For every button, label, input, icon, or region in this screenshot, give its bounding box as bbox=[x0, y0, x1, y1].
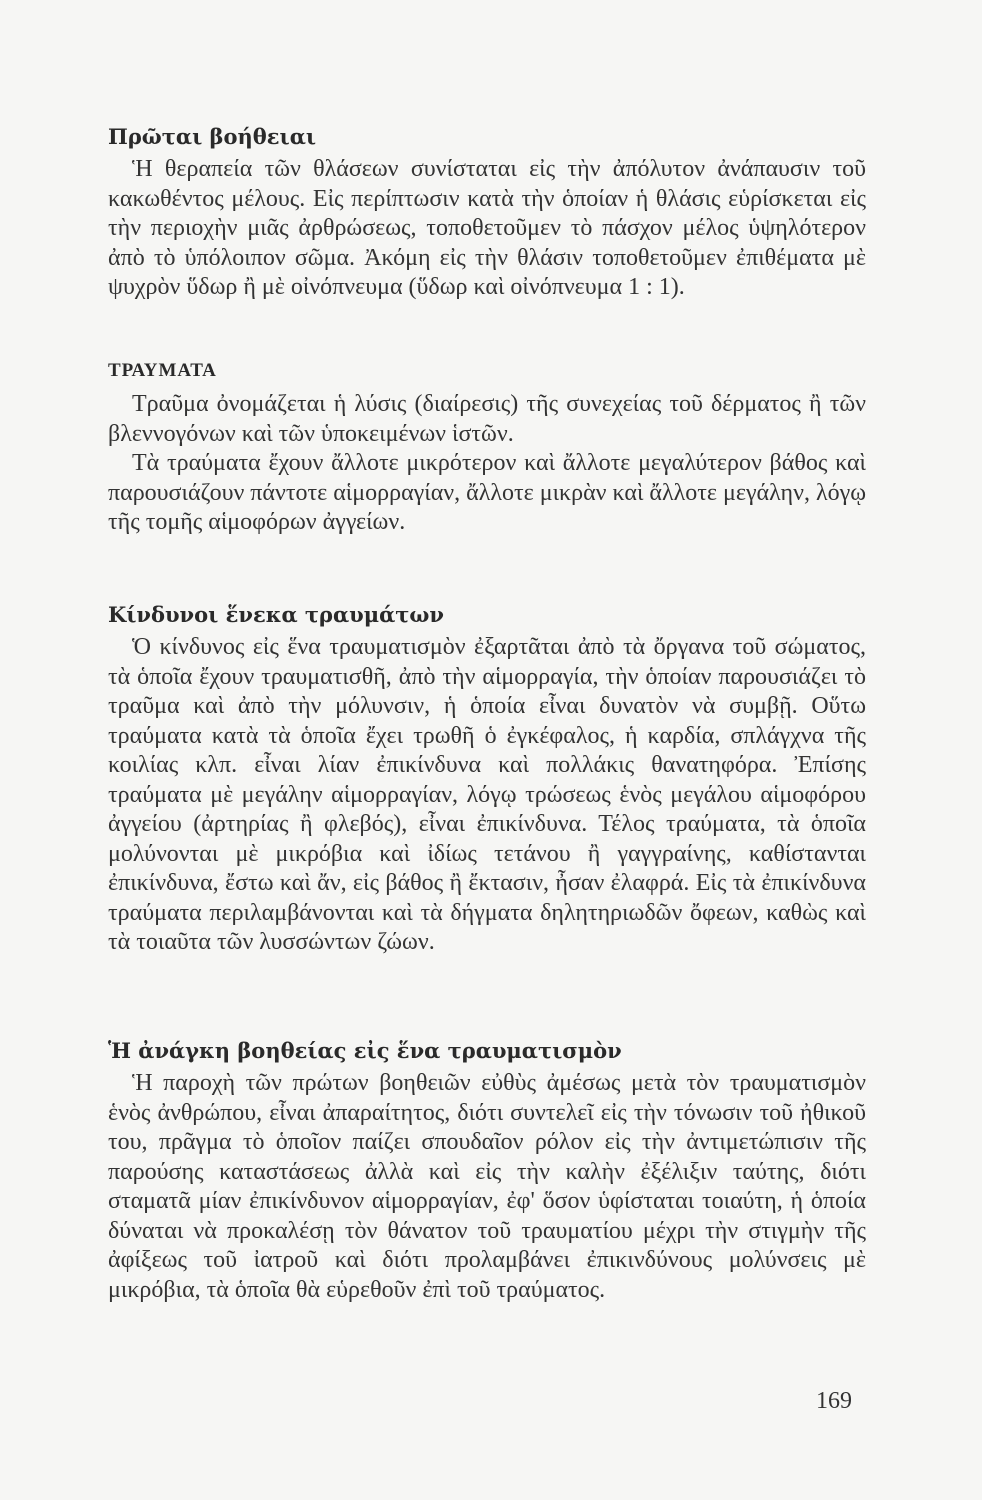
section-heading: Κίνδυνοι ἕνεκα τραυμάτων bbox=[108, 602, 444, 627]
section-heading: ΤΡΑΥΜΑΤΑ bbox=[108, 360, 217, 381]
paragraph: Τραῦμα ὀνομάζεται ἡ λύσις (διαίρεσις) τῆς συνεχείας τοῦ δέρματος ἢ τῶν βλεννογόνων καὶ τῶν ὑποκειμένων ἱστῶν. bbox=[108, 391, 866, 447]
section-first-aid bbox=[108, 124, 866, 303]
section-wound-dangers bbox=[108, 602, 866, 958]
page-number: 169 bbox=[816, 1388, 852, 1414]
section-need-for-help bbox=[108, 1038, 866, 1305]
paragraph: Ὁ κίνδυνος εἰς ἕνα τραυματισμὸν ἐξαρτᾶται ἀπὸ τὰ ὄργανα τοῦ σώματος, τὰ ὁποῖα ἔχουν τραυματισθῆ, ἀπὸ τὴν αἱμορραγία, τὴν ὁποίαν παρουσιάζει τὸ τραῦμα καὶ ἀπὸ τὴν μόλυνσιν, ἡ ὁποία εἶναι δυνατὸν νὰ συμβῇ. Οὕτω τραύματα κατὰ τὰ ὁποῖα ἔχει τρωθῆ ὁ ἐγκέφαλος, ἡ καρδία, σπλάγχνα τῆς κοιλίας κλπ. εἶναι λίαν ἐπικίνδυνα καὶ πολλάκις θανατηφόρα. Ἐπίσης τραύματα μὲ μεγάλην αἱμορραγίαν, λόγῳ τρώσεως ἑνὸς μεγάλου αἱμοφόρου ἀγγείου (ἀρτηρίας ἢ φλεβός), εἶναι ἐπικίνδυνα. Τέλος τραύματα, τὰ ὁποῖα μολύνονται μὲ μικρόβια καὶ ἰδίως τετάνου ἢ γαγγραίνης, καθίστανται ἐπικίνδυνα, ἔστω καὶ ἄν, εἰς βάθος ἢ ἔκτασιν, ἦσαν ἐλαφρά. Εἰς τὰ ἐπικίνδυνα τραύματα περιλαμβάνονται καὶ τὰ δήγματα δηλητηριωδῶν ὄφεων, καθὼς καὶ τὰ τοιαῦτα τῶν λυσσώντων ζώων. bbox=[108, 634, 866, 955]
section-heading: Ἡ ἀνάγκη βοηθείας εἰς ἕνα τραυματισμὸν bbox=[108, 1038, 622, 1063]
section-wounds bbox=[108, 360, 866, 538]
section-heading: Πρῶται βοήθειαι bbox=[108, 124, 317, 149]
paragraph: Τὰ τραύματα ἔχουν ἄλλοτε μικρότερον καὶ ἄλλοτε μεγαλύτερον βάθος καὶ παρουσιάζουν πάντοτε αἱμορραγίαν, ἄλλοτε μικρὰν καὶ ἄλλοτε μεγάλην, λόγῳ τῆς τομῆς αἱμοφόρων ἀγγείων. bbox=[108, 450, 866, 535]
paragraph: Ἡ παροχὴ τῶν πρώτων βοηθειῶν εὐθὺς ἀμέσως μετὰ τὸν τραυματισμὸν ἑνὸς ἀνθρώπου, εἶναι ἀπαραίτητος, διότι συντελεῖ εἰς τὴν τόνωσιν τοῦ ἠθικοῦ του, πρᾶγμα τὸ ὁποῖον παίζει σπουδαῖον ρόλον εἰς τὴν ἀντιμετώπισιν τῆς παρούσης καταστάσεως ἀλλὰ καὶ εἰς τὴν καλὴν ἐξέλιξιν ταύτης, διότι σταματᾶ μίαν ἐπικίνδυνον αἱμορραγίαν, ἐφ' ὅσον ὑφίσταται τοιαύτη, ἡ ὁποία δύναται νὰ προκαλέσῃ τὸν θάνατον τοῦ τραυματίου μέχρι τὴν στιγμὴν τῆς ἀφίξεως τοῦ ἰατροῦ καὶ διότι προλαμβάνει ἐπικινδύνους μολύνσεις μὲ μικρόβια, τὰ ὁποῖα θὰ εὑρεθοῦν ἐπὶ τοῦ τραύματος. bbox=[108, 1070, 866, 1303]
paragraph: Ἡ θεραπεία τῶν θλάσεων συνίσταται εἰς τὴν ἀπόλυτον ἀνάπαυσιν τοῦ κακωθέντος μέλους. Εἰς περίπτωσιν κατὰ τὴν ὁποίαν ἡ θλάσις εὑρίσκεται εἰς τὴν περιοχὴν μιᾶς ἀρθρώσεως, τοποθετοῦμεν τὸ πάσχον μέλος ὑψηλότερον ἀπὸ τὸ ὑπόλοιπον σῶμα. Ἀκόμη εἰς τὴν θλάσιν τοποθετοῦμεν ἐπιθέματα μὲ ψυχρὸν ὕδωρ ἢ μὲ οἰνόπνευμα (ὕδωρ καὶ οἰνόπνευμα 1 : 1). bbox=[108, 156, 866, 300]
